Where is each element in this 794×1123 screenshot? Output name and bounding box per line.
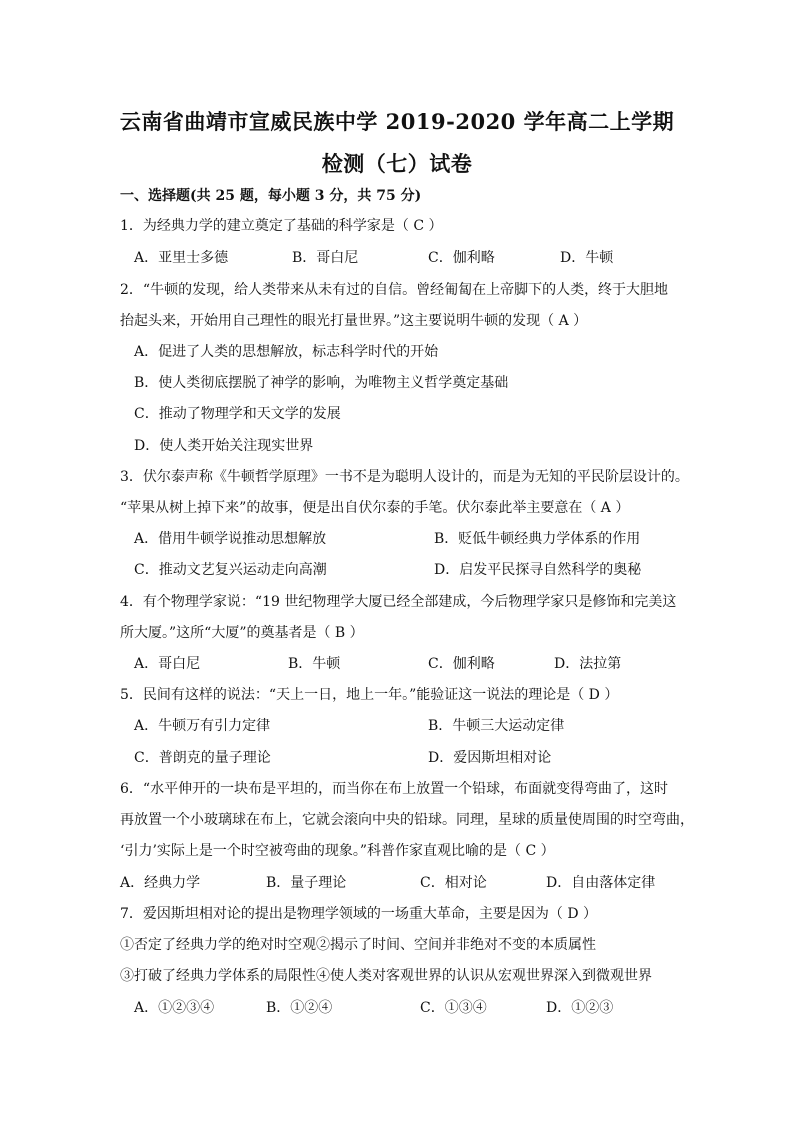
q7-stem-line1: 7．爱因斯坦相对论的提出是物理学领域的一场重大革命，主要是因为（ D ） bbox=[120, 906, 598, 922]
q2-stem-line1: 2．“牛顿的发现，给人类带来从未有过的自信。曾经匍匐在上帝脚下的人类，终于大胆地 bbox=[120, 282, 669, 298]
section-heading-choice: 一、选择题(共 25 题，每小题 3 分，共 75 分) bbox=[120, 188, 422, 204]
q3-option-b: B．贬低牛顿经典力学体系的作用 bbox=[434, 531, 641, 547]
q7-option-b: B．①②④ bbox=[266, 1000, 333, 1016]
q5-option-b: B．牛顿三大运动定律 bbox=[428, 718, 565, 734]
q6-stem-line3: ‘引力’实际上是一个时空被弯曲的现象。”科普作家直观比喻的是（ C ） bbox=[120, 843, 555, 859]
q2-option-a: A．促进了人类的思想解放，标志科学时代的开始 bbox=[134, 344, 439, 360]
q3-stem-line1: 3．伏尔泰声称《牛顿哲学原理》一书不是为聪明人设计的，而是为无知的平民阶层设计的。 bbox=[120, 469, 689, 485]
q6-stem-line2: 再放置一个小玻璃球在布上，它就会滚向中央的铅球。同理，星球的质量使周围的时空弯曲， bbox=[120, 812, 694, 828]
q4-option-a: A．哥白尼 bbox=[134, 656, 201, 672]
q4-stem-line1: 4．有个物理学家说：“19 世纪物理学大厦已经全部建成，今后物理学家只是修饰和完美这 bbox=[120, 594, 677, 610]
q4-option-b: B．牛顿 bbox=[288, 656, 341, 672]
q4-option-d: D．法拉第 bbox=[554, 656, 622, 672]
q7-stem-line2: ①否定了经典力学的绝对时空观②揭示了时间、空间并非绝对不变的本质属性 bbox=[120, 937, 596, 953]
q2-option-d: D．使人类开始关注现实世界 bbox=[134, 438, 314, 454]
q5-option-c: C．普朗克的量子理论 bbox=[134, 750, 271, 766]
exam-title-line2: 检测（七）试卷 bbox=[321, 151, 473, 176]
q6-option-b: B．量子理论 bbox=[266, 875, 347, 891]
q6-option-c: C．相对论 bbox=[420, 875, 487, 891]
q7-stem-line3: ③打破了经典力学体系的局限性④使人类对客观世界的认识从宏观世界深入到微观世界 bbox=[120, 968, 652, 984]
q5-option-a: A．牛顿万有引力定律 bbox=[134, 718, 271, 734]
q2-option-c: C．推动了物理学和天文学的发展 bbox=[134, 406, 341, 422]
q7-option-d: D．①②③ bbox=[546, 1000, 614, 1016]
q1-option-d: D．牛顿 bbox=[560, 250, 614, 266]
q6-option-a: A．经典力学 bbox=[120, 875, 201, 891]
q1-option-b: B．哥白尼 bbox=[292, 250, 359, 266]
q7-option-a: A．①②③④ bbox=[134, 1000, 215, 1016]
q3-option-a: A．借用牛顿学说推动思想解放 bbox=[134, 531, 327, 547]
q2-stem-line2: 抬起头来，开始用自己理性的眼光打量世界。”这主要说明牛顿的发现（ A ） bbox=[120, 313, 588, 329]
q3-option-d: D．启发平民探寻自然科学的奥秘 bbox=[434, 562, 642, 578]
q4-option-c: C．伽利略 bbox=[428, 656, 495, 672]
q5-stem-line1: 5．民间有这样的说法：“天上一日，地上一年。”能验证这一说法的理论是（ D ） bbox=[120, 687, 619, 703]
q6-option-d: D．自由落体定律 bbox=[546, 875, 656, 891]
q2-option-b: B．使人类彻底摆脱了神学的影响，为唯物主义哲学奠定基础 bbox=[134, 375, 509, 391]
exam-title-line1: 云南省曲靖市宣威民族中学 2019-2020 学年高二上学期 bbox=[119, 109, 675, 134]
q1-stem-line1: 1．为经典力学的建立奠定了基础的科学家是（ C ） bbox=[120, 218, 443, 234]
q4-stem-line2: 所大厦。”这所“大厦”的奠基者是（ B ） bbox=[120, 625, 364, 641]
q6-stem-line1: 6．“水平伸开的一块布是平坦的，而当你在布上放置一个铅球，布面就变得弯曲了，这时 bbox=[120, 781, 669, 797]
q7-option-c: C．①③④ bbox=[420, 1000, 487, 1016]
q3-stem-line2: “苹果从树上掉下来”的故事，便是出自伏尔泰的手笔。伏尔泰此举主要意在（ A ） bbox=[120, 500, 630, 516]
q5-option-d: D．爱因斯坦相对论 bbox=[428, 750, 552, 766]
q1-option-c: C．伽利略 bbox=[428, 250, 495, 266]
q1-option-a: A．亚里士多德 bbox=[134, 250, 229, 266]
q3-option-c: C．推动文艺复兴运动走向高潮 bbox=[134, 562, 327, 578]
